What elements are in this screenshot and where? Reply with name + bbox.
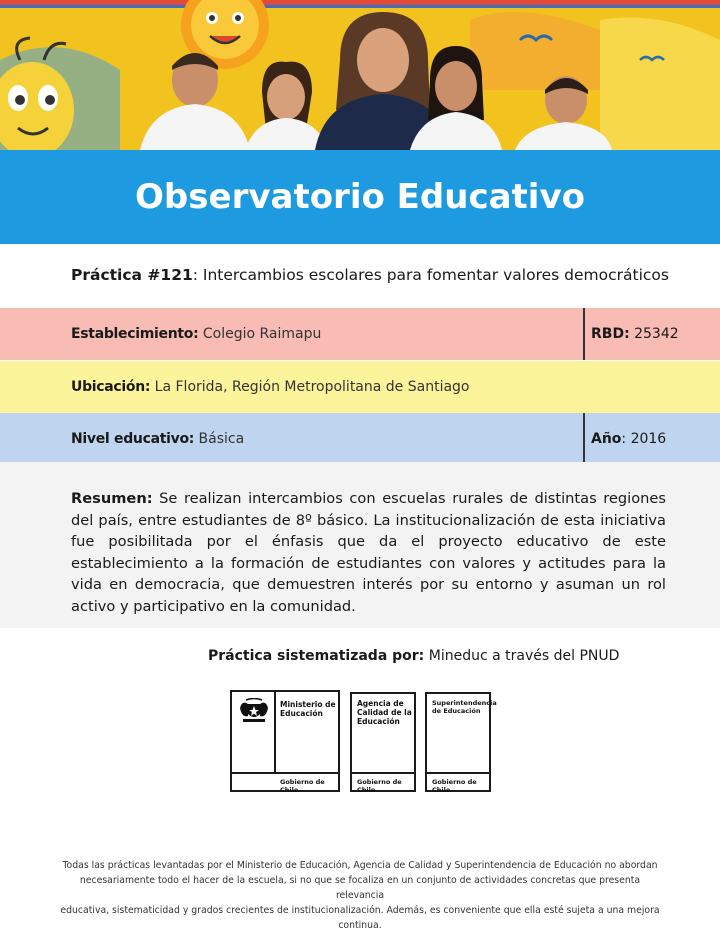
practice-row [0,244,720,308]
establecimiento-field [71,326,321,342]
agencia-name-line2: Calidad de la [357,708,412,717]
anio-label: Año [591,431,622,447]
agencia-gobierno: Gobierno de Chile [357,778,402,794]
superintendencia-gobierno: Gobierno de Chile [432,778,477,794]
superintendencia-name-line2: de Educación [432,707,481,715]
establecimiento-row [0,308,720,360]
ministerio-name [280,700,336,718]
summary-label: Resumen: [71,490,153,507]
coat-of-arms-icon [238,698,270,724]
disclaimer-line: necesariamente todo el hacer de la escuela, si no que se focaliza en un conjunto de actividades concretas que presenta relevancia [79,875,641,901]
disclaimer-line: Todas las prácticas levantadas por el Ministerio de Educación, Agencia de Calidad y Superintendencia de Educación no abordan [62,860,658,871]
sistematizada-value: Mineduc a través del PNUD [424,648,620,664]
ubicacion-label: Ubicación: [71,379,151,395]
footer-disclaimer [60,858,660,933]
students-mural-photo [0,0,720,150]
column-divider [583,308,585,360]
agencia-name-line1: Agencia de [357,699,404,708]
summary-box [0,462,720,628]
ministerio-logo [230,690,340,792]
disclaimer-line: educativa, sistematicidad y grados crecientes de institucionalización. Además, es conveniente que ella esté sujeta a una mejora continua. [60,905,660,931]
agencia-name-line3: Educación [357,717,400,726]
agencia-name [357,699,412,726]
summary-text [71,488,666,617]
ministerio-name-line2: Educación [280,709,323,718]
rbd-value: 25342 [629,326,679,342]
logo-divider [274,692,276,772]
column-divider [583,413,585,465]
logo-divider [232,772,338,774]
sistematizada-line [208,648,619,664]
establecimiento-value: Colegio Raimapu [198,326,322,342]
summary-body: Se realizan intercambios con escuelas rurales de distintas regiones del país, entre estudiantes de 8º básico. La institucionalización de esta iniciativa fue posibilitada por el énfasis que da el proyecto educativo de este establecimiento a la formación de estudiantes con valores y actitudes para la vida en democracia, que demuestren interés por su entorno y asuman un rol activo y participativo en la comunidad. [71,490,666,615]
anio-field [591,431,666,447]
title-band [0,150,720,244]
nivel-row [0,413,720,465]
logo-divider [352,772,414,774]
nivel-value: Básica [194,431,245,447]
practice-number: Práctica #121 [71,266,193,284]
superintendencia-name [432,699,497,715]
page-title: Observatorio Educativo [135,177,585,217]
header-photo [0,0,720,150]
superintendencia-name-line1: Superintendencia [432,699,497,707]
establecimiento-label: Establecimiento: [71,326,199,342]
practice-title: : Intercambios escolares para fomentar valores democráticos [192,266,669,284]
ubicacion-value: La Florida, Región Metropolitana de Santiago [150,379,470,395]
nivel-field [71,431,244,447]
ministerio-gobierno: Gobierno de Chile [280,778,325,794]
superintendencia-logo [425,692,497,794]
anio-value: : 2016 [621,431,667,447]
ubicacion-field [71,379,470,395]
sistematizada-label: Práctica sistematizada por: [208,648,425,664]
logo-divider [427,772,489,774]
rbd-field [591,326,679,342]
ministerio-name-line1: Ministerio de [280,700,336,709]
ubicacion-row [0,361,720,413]
rbd-label: RBD: [591,326,630,342]
nivel-label: Nivel educativo: [71,431,195,447]
practice-heading [71,266,669,284]
agencia-logo [350,692,416,792]
